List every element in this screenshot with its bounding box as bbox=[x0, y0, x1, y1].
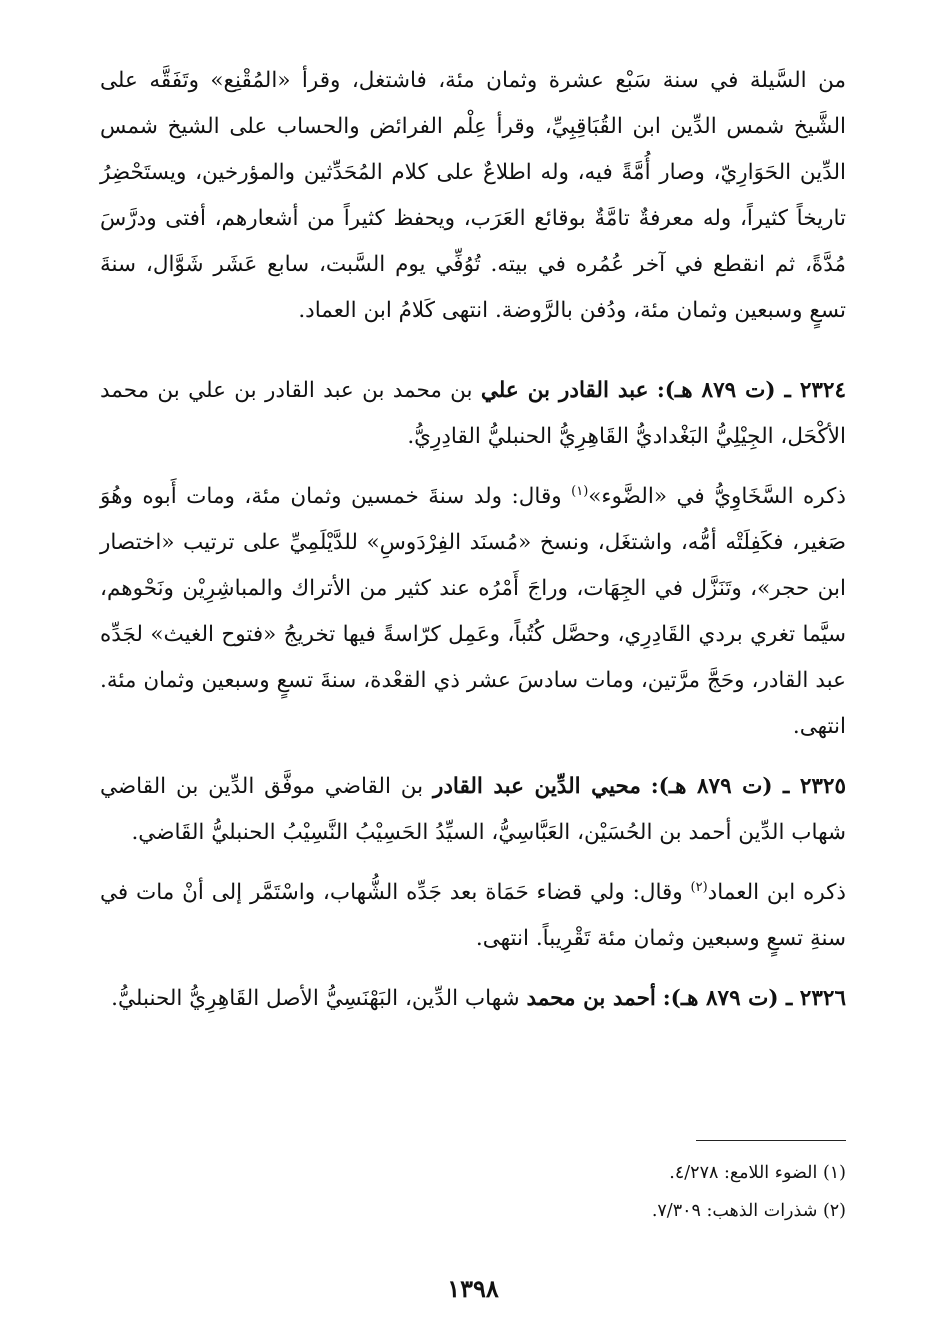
entry-2324 bbox=[100, 368, 846, 460]
footnote-ref: (١) bbox=[571, 483, 589, 499]
paragraph-text: ذكره السَّخَاوِيُّ في «الضَّوء» bbox=[588, 484, 846, 509]
paragraph-continuation: من السَّيلة في سنة سَبْع عشرة وثمان مئة، فاشتغل، وقرأ «المُقْنِع» وتَفَقَّه على الشَّيخ شمس الدِّين ابن القُبَاقِبِيِّ، وقرأ عِلْم الفرائض والحساب على الشيخ شمس الدِّين الحَوَارِيّ، وصار أُمَّةً فيه، وله اطلاعٌ على كلام المُحَدِّثين والمؤرخين، ويستَحْضِرُ تاريخاً كثيراً، وله معرفةٌ تامَّةٌ بوقائع العَرَب، ويحفظ كثيراً من أشعارهم، أفتى ودرَّسَ مُدَّةً، ثم انقطع في آخر عُمُره في بيته. تُوُفِّي يوم السَّبت، سابع عَشَر شَوَّال، سنةَ تسعٍ وسبعين وثمان مئة، ودُفن بالرَّوضة. انتهى كَلامُ ابن العماد. bbox=[100, 68, 846, 323]
footnote-2 bbox=[100, 1192, 846, 1230]
paragraph-sakhawi bbox=[100, 474, 846, 750]
footnote-marker: (٢) bbox=[822, 1201, 846, 1221]
page-body bbox=[100, 58, 846, 1022]
entry-lineage: شهاب الدِّين، البَهْنَسِيُّ الأصل القَاهِرِيُّ الحنبليُّ. bbox=[111, 986, 520, 1011]
paragraph-text: وقال: ولي قضاء حَمَاة بعد جَدِّه الشُّهاب، واسْتَمَّر إلى أنْ مات في سنةِ تسعٍ وسبعين وثمان مئة تَقْرِيباً. انتهى. bbox=[100, 880, 846, 951]
paragraph-text: ذكره ابن العماد bbox=[707, 880, 846, 905]
footnote-text: الضوء اللامع: ٤/٢٧٨. bbox=[669, 1163, 818, 1183]
entry-lineage: بن محمد بن عبد القادر بن علي بن محمد الأكْحَل، الجِيْلِيُّ البَغْداديُّ القَاهِرِيُّ الحنبليُّ القادِرِيُّ. bbox=[100, 378, 846, 449]
footnote-ref: (٢) bbox=[690, 879, 708, 895]
entry-number: ٢٣٢٦ ـ (ت ٨٧٩ هـ): bbox=[662, 986, 846, 1011]
entry-name: محيي الدِّين عبد القادر bbox=[432, 774, 641, 799]
entry-number: ٢٣٢٤ ـ (ت ٨٧٩ هـ): bbox=[656, 378, 847, 403]
paragraph-text: وقال: ولد سنةَ خمسين وثمان مئة، ومات أَبوه وهُوَ صَغير، فكَفِلَتْه أمُّه، واشتغَل، ونسخ «مُسنَد الفِرْدَوسِ» للدَّيْلَمِيِّ على ترتيب «اختصار ابن حجر»، وتَنَزَّل في الجِهَات، وراجَ أَمْرُه عند كثير من الأتراك والمباشِرِيْن ونَحْوهم، سيَّما تغري بردي القَادِرِي، وحصَّل كُتُباً، وعَمِل كرّاسةً فيها تخريجُ «فتوح الغيث» لجَدِّه عبد القادر، وحَجَّ مرَّتين، ومات سادسَ عشر ذي القعْدة، سنةَ تسعٍ وسبعين وثمان مئة. انتهى. bbox=[100, 484, 846, 739]
footnote-marker: (١) bbox=[822, 1163, 846, 1183]
page-number: ١٣٩٨ bbox=[447, 1274, 499, 1303]
entry-2325 bbox=[100, 764, 846, 856]
footnote-text: شذرات الذهب: ٧/٣٠٩. bbox=[651, 1201, 818, 1221]
entry-2326 bbox=[100, 976, 846, 1022]
entry-lineage: بن القاضي موفَّق الدِّين بن القاضي شهاب الدِّين أحمد بن الحُسَيْن، العَبَّاسِيُّ، السيِّدُ الحَسِيْبُ النَّسِيْبُ الحنبليُّ القَاضي. bbox=[100, 774, 846, 845]
footnote-1 bbox=[100, 1154, 846, 1192]
entry-number: ٢٣٢٥ ـ (ت ٨٧٩ هـ): bbox=[650, 774, 847, 799]
entry-name: أحمد بن محمد bbox=[526, 986, 656, 1011]
paragraph-ibn-al-imad bbox=[100, 870, 846, 962]
footnote-separator bbox=[696, 1140, 846, 1141]
footnotes bbox=[100, 1154, 846, 1230]
entry-name: عبد القادر بن علي bbox=[480, 378, 649, 403]
